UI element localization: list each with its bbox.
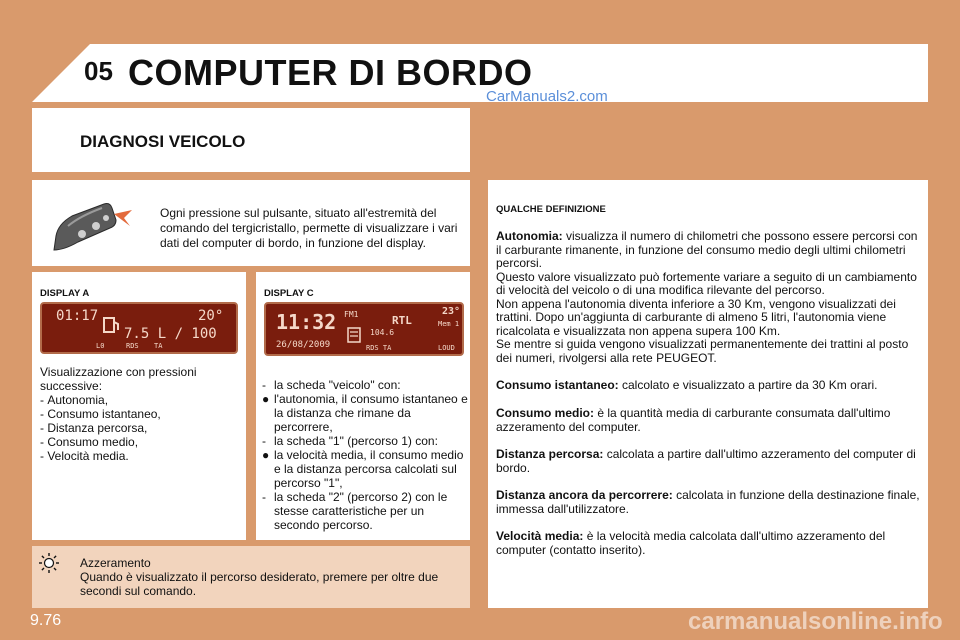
watermark-bottom: carmanualsonline.info <box>688 608 943 635</box>
fuel-pump-icon <box>100 314 122 336</box>
list-item: ● la velocità media, il consumo medio e la distanza percorsa calcolati sul percorso "1", <box>262 448 464 490</box>
display-a-screen <box>40 302 238 354</box>
lcd-a-tag-l0: L0 <box>96 342 105 350</box>
list-item: - la scheda "1" (percorso 1) con: <box>262 434 438 448</box>
lcd-c-tags: RDS TA <box>366 344 392 352</box>
lcd-c-freq: 104.6 <box>370 328 395 337</box>
list-item: - Autonomia, <box>40 393 109 407</box>
header-notch <box>32 44 90 102</box>
list-item: - la scheda "2" (percorso 2) con le stesse caratteristiche per un secondo percorso. <box>262 490 448 532</box>
display-a-intro: Visualizzazione con pressioni successive: <box>40 365 197 393</box>
display-c-screen <box>264 302 464 356</box>
def-velocita-media: Velocità media: è la velocità media calcolata dall'ultimo azzeramento del computer (contatto inserito). <box>496 529 886 557</box>
reset-title: Azzeramento <box>80 556 151 570</box>
list-item: - Consumo istantaneo, <box>40 407 161 421</box>
display-a-text <box>40 365 244 463</box>
display-a-label: DISPLAY A <box>40 288 90 299</box>
list-item: - Distanza percorsa, <box>40 421 148 435</box>
lcd-a-consumption: 7.5 L / 100 <box>124 326 217 342</box>
lcd-a-tag-ta: TA <box>154 342 163 350</box>
list-item: - Velocità media. <box>40 449 129 463</box>
lcd-a-time: 01:17 <box>56 308 99 324</box>
def-consumo-medio: Consumo medio: è la quantità media di carburante consumata dall'ultimo azzeramento del computer. <box>496 406 891 434</box>
lcd-c-band: FM1 <box>344 310 359 319</box>
lcd-c-station: RTL <box>392 314 412 327</box>
list-item: - Consumo medio, <box>40 435 139 449</box>
display-c-label: DISPLAY C <box>264 288 314 299</box>
watermark-top: CarManuals2.com <box>486 88 608 105</box>
tip-sun-icon <box>38 552 60 574</box>
chapter-number: 05 <box>84 56 113 86</box>
radio-icon <box>346 324 364 344</box>
def-distanza-percorsa: Distanza percorsa: calcolata a partire dall'ultimo azzeramento del computer di bordo. <box>496 447 916 475</box>
lcd-c-date: 26/08/2009 <box>276 340 331 350</box>
list-item: ● l'autonomia, il consumo istantaneo e la distanza che rimane da percorrere, <box>262 392 468 434</box>
lcd-a-tag-rds: RDS <box>126 342 139 350</box>
section-title: DIAGNOSI VEICOLO <box>80 132 246 151</box>
list-item: - la scheda "veicolo" con: <box>262 378 401 392</box>
def-distanza-ancora: Distanza ancora da percorrere: calcolata in funzione della destinazione finale, immessa dall'utilizzatore. <box>496 488 920 516</box>
lcd-a-temp: 20° <box>198 308 224 324</box>
def-autonomia: Autonomia: visualizza il numero di chilometri che possono essere percorsi con il carburante rimanente, in funzione del consumo medio degli ultimi chilometri percorsi. Questo valore visualizzato può fortemente variare a seguito di un cambiamento di velocità del veicolo o di una modifica rilevante del percorso. Non appena l'autonomia diventa inferiore a 30 Km, vengono visualizzati dei trattini. Dopo un'aggiunta di carburante di almeno 5 litri, l'autonomia viene ricalcolata e visualizzata non appena supera 100 Km. Se mentre si guida vengono visualizzati permanentemente dei trattini al posto dei numeri, rivolgersi alla rete PEUGEOT. <box>496 229 918 365</box>
reset-text <box>80 556 466 598</box>
lcd-c-mem: Mem 1 <box>438 320 460 328</box>
page-title: COMPUTER DI BORDO <box>128 52 533 93</box>
def-consumo-istantaneo: Consumo istantaneo: calcolato e visualizzato a partire da 30 Km orari. <box>496 378 878 392</box>
display-c-list <box>262 378 470 532</box>
lcd-c-time: 11:32 <box>276 310 337 334</box>
definitions-heading: QUALCHE DEFINIZIONE <box>496 204 606 215</box>
page-number: 9.76 <box>30 612 62 629</box>
intro-text: Ogni pressione sul pulsante, situato all'estremità del comando del tergicristallo, permette di visualizzare i vari dati del computer di bordo, in funzione del display. <box>160 206 458 250</box>
wiper-stalk-icon <box>50 196 134 258</box>
lcd-c-loud: LOUD <box>438 344 455 352</box>
lcd-c-temp: 23° <box>442 306 461 317</box>
reset-body: Quando è visualizzato il percorso desiderato, premere per oltre due secondi sul comando. <box>80 570 439 598</box>
